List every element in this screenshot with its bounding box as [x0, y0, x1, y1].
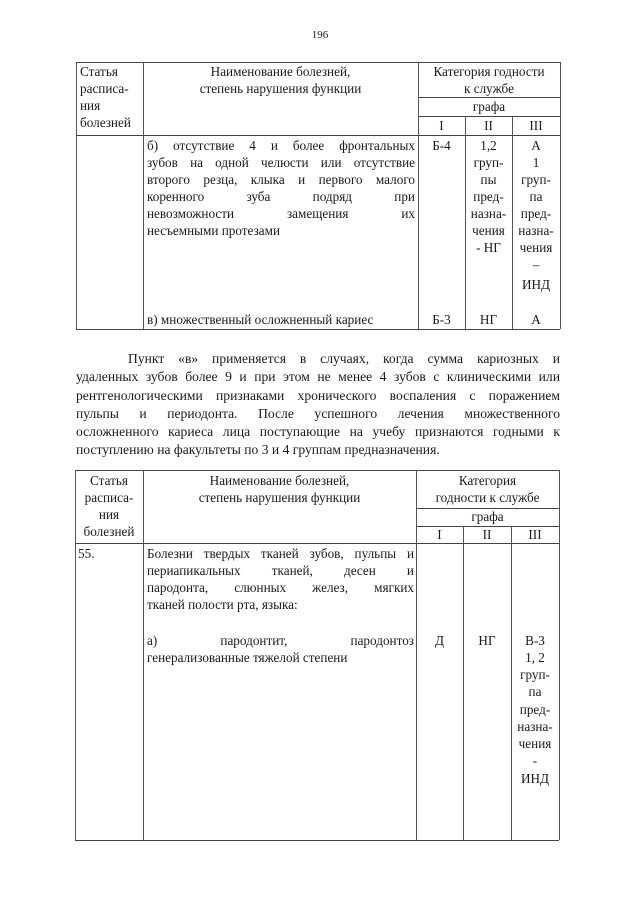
cell-col-I: Д — [435, 633, 444, 648]
cell-col-I: Б-4 — [432, 138, 451, 153]
header-col-II: II — [484, 118, 493, 133]
row-description: в) множественный осложненный кариес — [147, 312, 374, 327]
header-col-III: III — [529, 118, 543, 133]
header-grafa: графа — [472, 99, 506, 114]
row-article-number: 55. — [78, 546, 95, 561]
cell-col-III: А — [531, 312, 541, 327]
header-col-I: I — [437, 527, 442, 542]
explanatory-paragraph: Пункт «в» применяется в случаях, когда сумма кариозных и удаленных зубов более 9 и при этом не менее 4 зубов с клиническими или рентгенологическими признаками хронического воспаления с поражением пульпы и периодонта. После успешного лечения множественного осложненного кариеса лица поступающие на учебу признаются годными к поступлению на факультеты по 3 и 4 группам предназначения. — [76, 351, 560, 458]
header-col-I: I — [439, 118, 444, 133]
cell-col-II: НГ — [478, 633, 496, 648]
cell-col-I: Б-3 — [432, 312, 451, 327]
cell-col-II: НГ — [479, 312, 498, 327]
page-number: 196 — [311, 29, 329, 41]
header-col-III: III — [528, 527, 542, 542]
header-col-II: II — [482, 527, 492, 542]
header-grafa: графа — [471, 509, 504, 524]
